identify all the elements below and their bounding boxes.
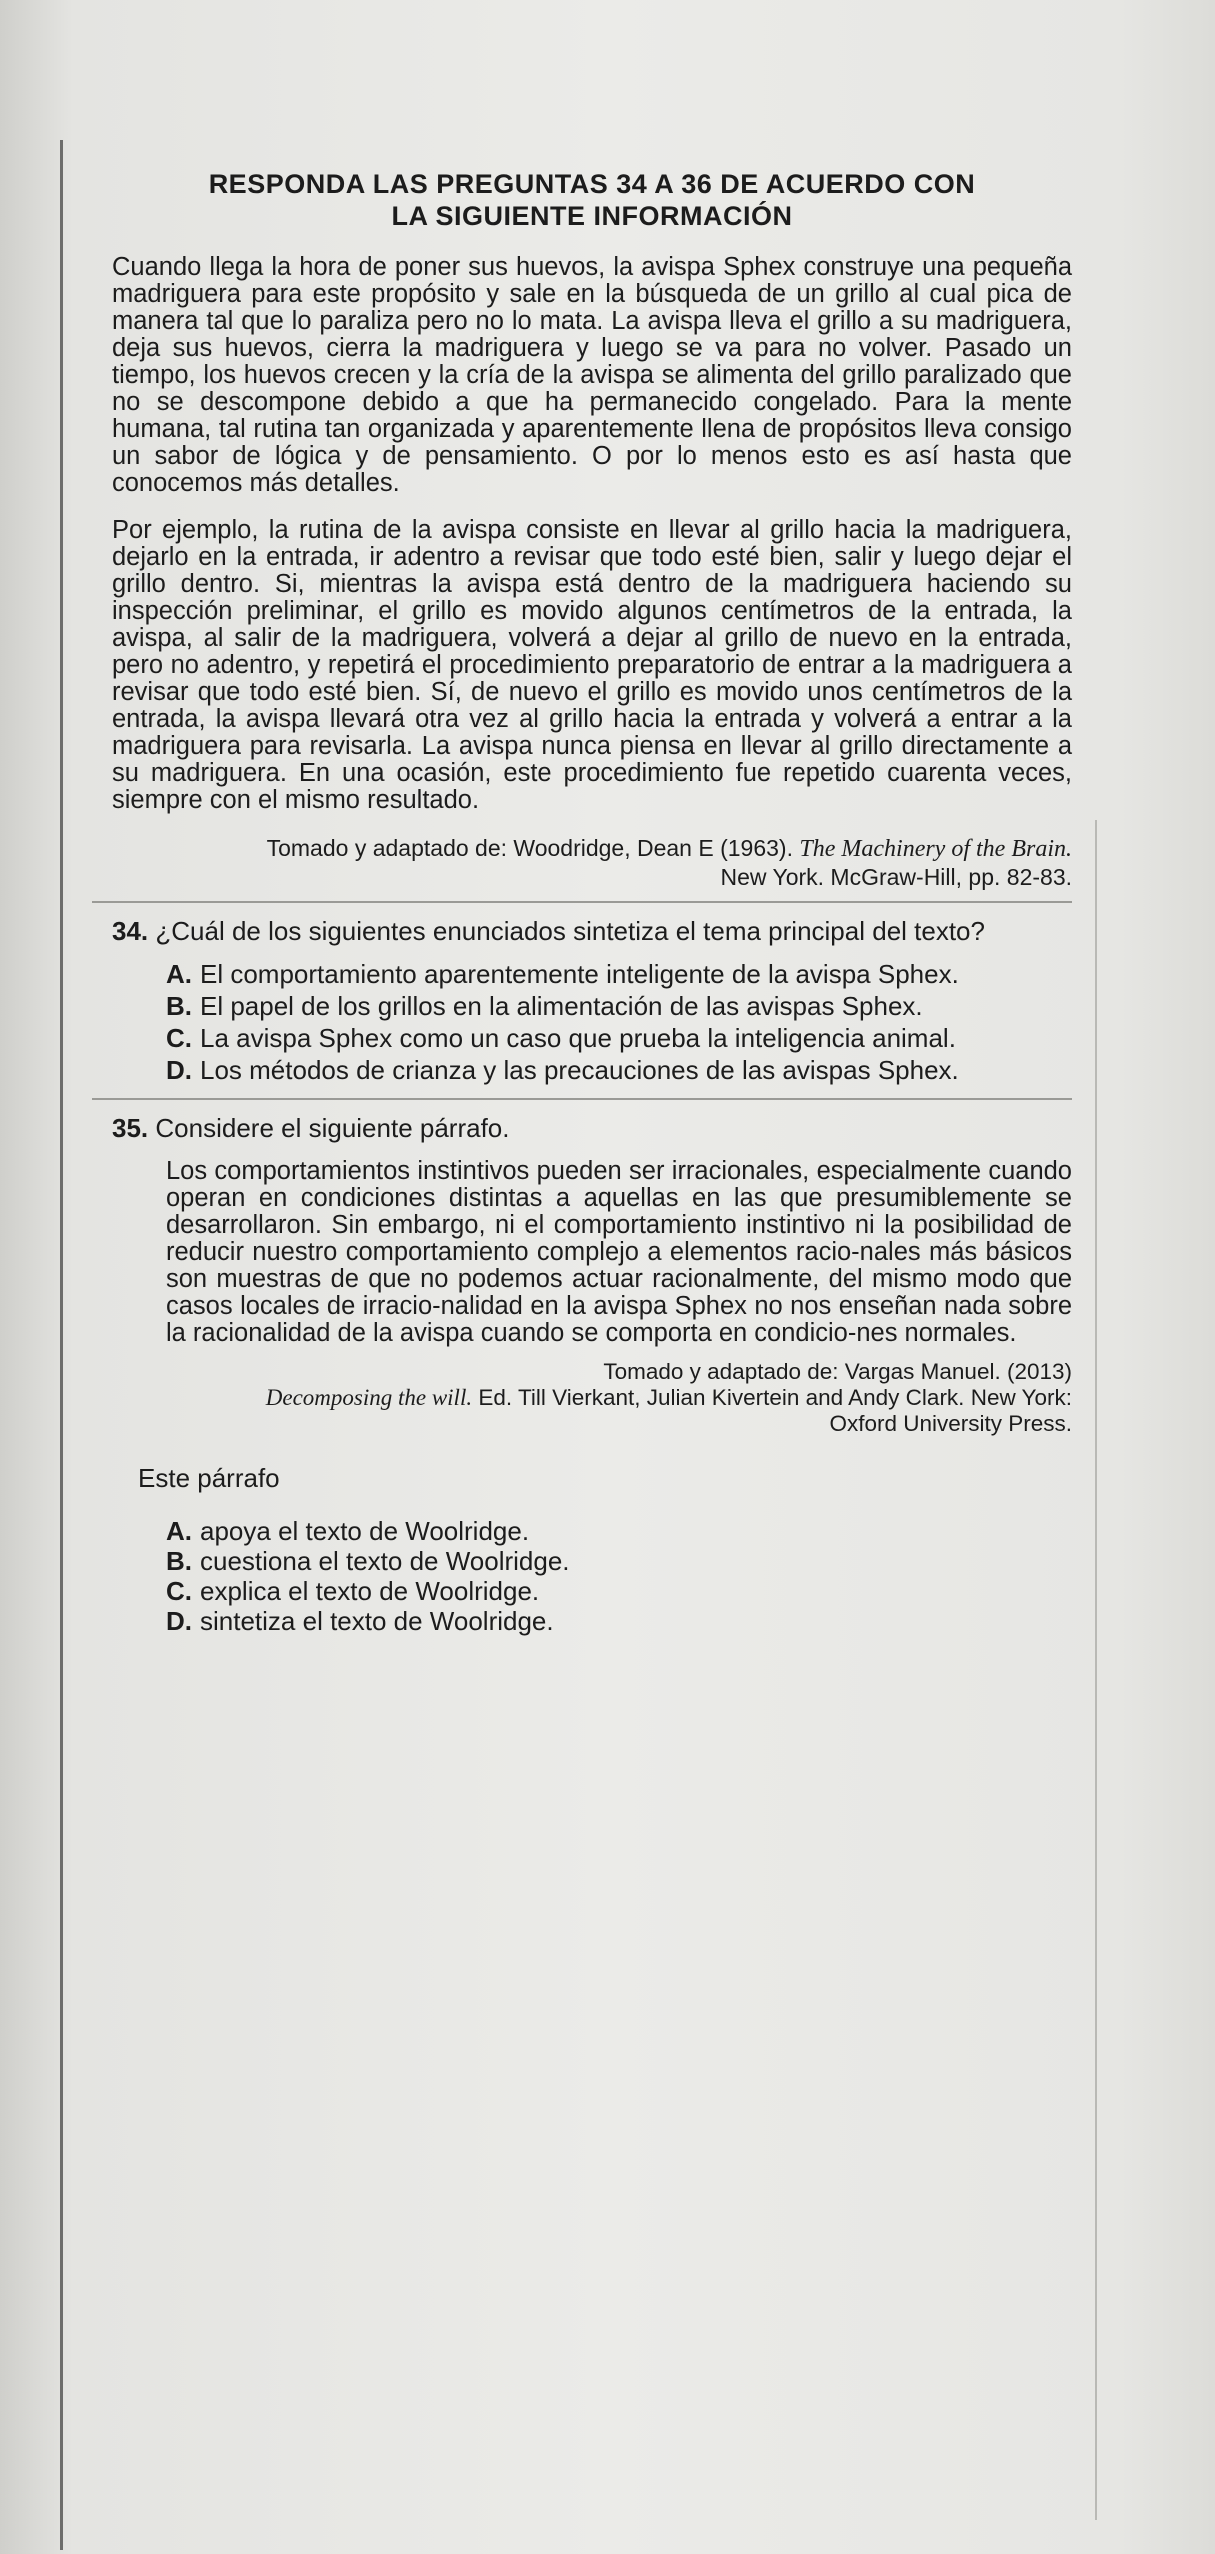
quote-source-line-3: Oxford University Press.	[829, 1411, 1072, 1436]
option-label: B.	[166, 1546, 192, 1576]
source-suffix: New York. McGraw-Hill, pp. 82-83.	[720, 864, 1072, 890]
q34-option-b[interactable]	[166, 993, 1072, 1020]
quote-source-line-2: Ed. Till Vierkant, Julian Kivertein and Andy Clark. New York:	[478, 1385, 1072, 1410]
option-text: El papel de los grillos en la alimentación de las avispas Sphex.	[200, 991, 923, 1021]
q34-option-a[interactable]	[166, 961, 1072, 988]
passage-source	[112, 834, 1072, 891]
question-34	[112, 917, 1072, 945]
right-column-line	[1095, 820, 1097, 2520]
option-label: B.	[166, 991, 192, 1021]
passage-paragraph-2: Por ejemplo, la rutina de la avispa consiste en llevar al grillo hacia la madriguera, dejarlo en la entrada, ir adentro a revisar que todo esté bien, salir y luego dejar el grillo dentro. Si, mientras la avispa está dentro de la madriguera haciendo su inspección preliminar, el grillo es movido algunos centímetros de la entrada, la avispa, al salir de la madriguera, volverá a dejar al grillo de nuevo en la entrada, pero no adentro, y repetirá el procedimiento preparatorio de entrar a la madriguera a revisar que todo esté bien. Sí, de nuevo el grillo es movido unos centímetros de la entrada, la avispa llevará otra vez al grillo hacia la entrada y volverá a entrar a la madriguera para revisarla. La avispa nunca piensa en llevar al grillo directamente a su madriguera. En una ocasión, este procedimiento fue repetido cuarenta veces, siempre con el mismo resultado.	[112, 516, 1072, 814]
option-text: cuestiona el texto de Woolridge.	[200, 1546, 570, 1576]
option-label: A.	[166, 1516, 192, 1546]
page-content	[112, 168, 1072, 1638]
source-title: The Machinery of the Brain.	[799, 836, 1072, 862]
quote-source-line-1: Tomado y adaptado de: Vargas Manuel. (2013)	[603, 1359, 1072, 1384]
q34-option-d[interactable]	[166, 1057, 1072, 1084]
passage-paragraph-1: Cuando llega la hora de poner sus huevos, la avispa Sphex construye una pequeña madriguera para este propósito y sale en la búsqueda de un grillo al cual pica de manera tal que lo paraliza pero no lo mata. La avispa lleva el grillo a su madriguera, deja sus huevos, cierra la madriguera y luego se va para no volver. Pasado un tiempo, los huevos crecen y la cría de la avispa se alimenta del grillo paralizado que no se descompone debido a que ha permanecido congelado. Para la mente humana, tal rutina tan organizada y aparentemente llena de propósitos lleva consigo un sabor de lógica y de pensamiento. O por lo menos esto es así hasta que conocemos más detalles.	[112, 253, 1072, 497]
option-text: Los métodos de crianza y las precauciones de las avispas Sphex.	[200, 1055, 959, 1085]
question-35-text: Considere el siguiente párrafo.	[155, 1113, 510, 1143]
question-35	[112, 1114, 1072, 1142]
option-text: La avispa Sphex como un caso que prueba la inteligencia animal.	[200, 1023, 956, 1053]
option-text: apoya el texto de Woolridge.	[200, 1516, 530, 1546]
q35-option-a[interactable]	[166, 1518, 1072, 1545]
option-text: El comportamiento aparentemente inteligente de la avispa Sphex.	[200, 959, 959, 989]
question-34-text: ¿Cuál de los siguientes enunciados sintetiza el tema principal del texto?	[155, 916, 985, 946]
question-35-options	[166, 1518, 1072, 1635]
question-35-stem: Este párrafo	[138, 1463, 280, 1493]
q34-option-c[interactable]	[166, 1025, 1072, 1052]
q35-option-c[interactable]	[166, 1578, 1072, 1605]
option-label: A.	[166, 959, 192, 989]
q35-option-d[interactable]	[166, 1608, 1072, 1635]
section-header	[112, 168, 1072, 232]
quote-source-title: Decomposing the will.	[265, 1385, 473, 1410]
option-label: C.	[166, 1576, 192, 1606]
quote-source	[112, 1359, 1072, 1437]
header-line-1: RESPONDA LAS PREGUNTAS 34 A 36 DE ACUERDO CON	[208, 169, 976, 199]
header-line-2: LA SIGUIENTE INFORMACIÓN	[391, 201, 793, 231]
question-34-number: 34.	[112, 916, 149, 946]
option-text: sintetiza el texto de Woolridge.	[200, 1606, 554, 1636]
question-35-quote: Los comportamientos instintivos pueden ser irracionales, especialmente cuando operan en condiciones distintas a aquellas en las que presumiblemente se desarrollaron. Sin embargo, ni el comportamiento instintivo ni la posibilidad de reducir nuestro comportamiento complejo a elementos racio-nales más básicos son muestras de que no podemos actuar racionalmente, del mismo modo que casos locales de irracio-nalidad en la avispa Sphex no nos enseñan nada sobre la racionalidad de la avispa cuando se comporta en condicio-nes normales.	[166, 1157, 1072, 1347]
q35-option-b[interactable]	[166, 1548, 1072, 1575]
divider	[92, 1098, 1072, 1100]
source-prefix: Tomado y adaptado de: Woodridge, Dean E (1963).	[266, 835, 793, 861]
option-label: C.	[166, 1023, 192, 1053]
question-34-options	[166, 961, 1072, 1084]
option-label: D.	[166, 1055, 192, 1085]
option-text: explica el texto de Woolridge.	[200, 1576, 540, 1606]
divider	[92, 901, 1072, 903]
option-label: D.	[166, 1606, 192, 1636]
left-margin-line	[60, 140, 63, 2550]
question-35-number: 35.	[112, 1113, 149, 1143]
